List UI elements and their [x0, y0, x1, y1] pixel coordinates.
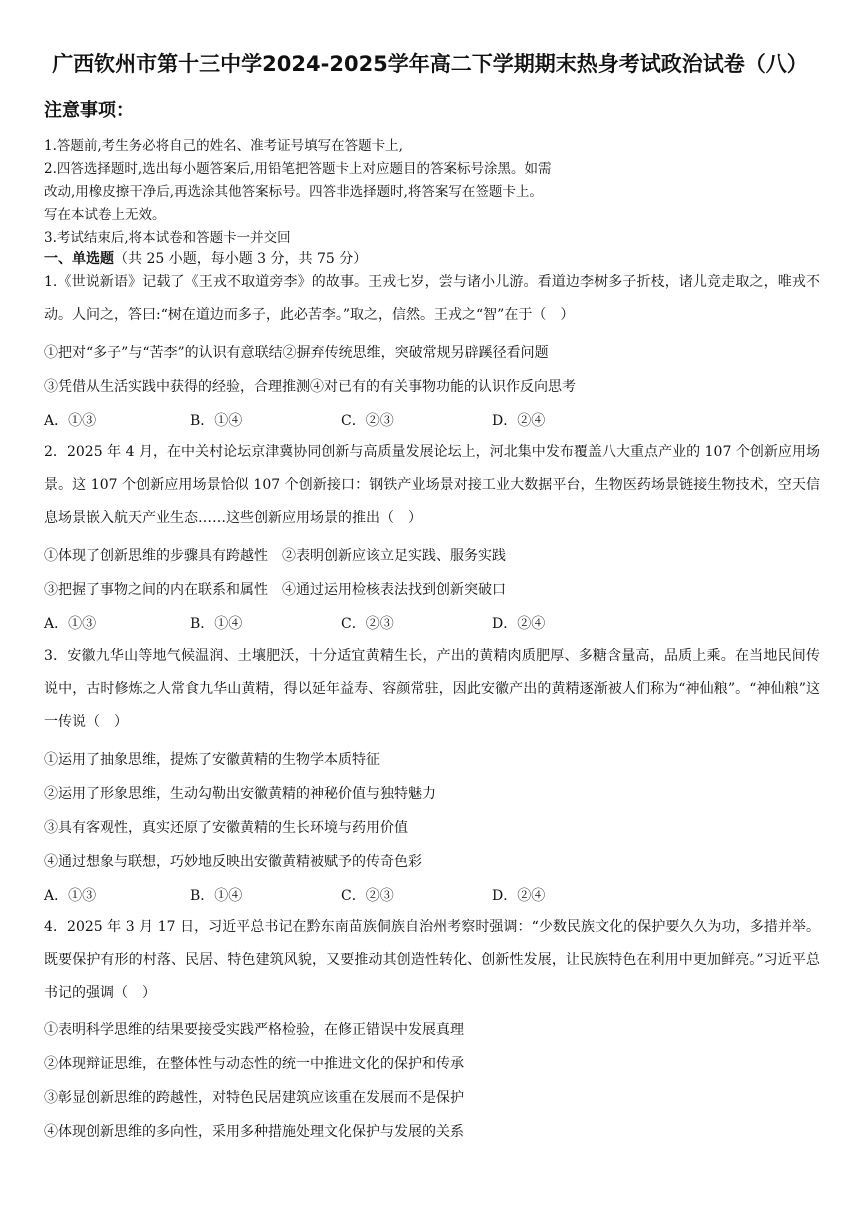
notice-line: 3.考试结束后,将本试卷和答题卡一并交回 — [44, 230, 291, 246]
answer-option: D．②④ — [492, 888, 546, 904]
notice-heading: 注意事项： — [44, 100, 134, 121]
question-statement: ①体现了创新思维的步骤具有跨越性 ②表明创新应该立足实践、服务实践 — [44, 548, 506, 564]
notice-line: 写在本试卷上无效。 — [44, 207, 166, 223]
question-statement: ③把握了事物之间的内在联系和属性 ④通过运用检核表法找到创新突破口 — [44, 582, 506, 598]
notice-line: 改动,用橡皮擦干净后,再选涂其他答案标号。四答非选择题时,将答案写在签题卡上。 — [44, 184, 543, 200]
answer-option: D．②④ — [492, 413, 546, 429]
answer-option: D．②④ — [492, 616, 546, 632]
question-statement: ③具有客观性，真实还原了安徽黄精的生长环境与药用价值 — [44, 820, 408, 836]
question-statement: ①把对“多子”与“苦李”的认识有意联结②摒弃传统思维，突破常规另辟蹊径看问题 — [44, 345, 549, 361]
question-statement: ④通过想象与联想，巧妙地反映出安徽黄精被赋予的传奇色彩 — [44, 854, 422, 870]
question-statement: ③彰显创新思维的跨越性，对特色民居建筑应该重在发展而不是保护 — [44, 1090, 464, 1106]
question-statement: ①运用了抽象思维，提炼了安徽黄精的生物学本质特征 — [44, 752, 380, 768]
answer-option: C．②③ — [341, 888, 394, 904]
notice-line: 1.答题前,考生务必将自己的姓名、准考证号填写在答题卡上, — [44, 138, 403, 154]
question-statement: ④体现创新思维的多向性，采用多种措施处理文化保护与发展的关系 — [44, 1124, 464, 1140]
section-heading — [44, 248, 367, 268]
answer-option: A．①③ — [44, 616, 97, 632]
answer-option: B．①④ — [190, 616, 243, 632]
question-stem: 1.《世说新语》记载了《王戎不取道旁李》的故事。王戎七岁，尝与诸小儿游。看道边李树多子折枝，诸儿竞走取之，唯戎不动。人问之，答曰:“树在道边而多子，此必苦李。”取之，信然。王戎之“智”在于（ ） — [44, 274, 820, 323]
answer-option: B．①④ — [190, 888, 243, 904]
question-stem: 2．2025 年 4 月，在中关村论坛京津冀协同创新与高质量发展论坛上，河北集中发布覆盖八大重点产业的 107 个创新应用场景。这 107 个创新应用场景恰似 107 个创新接口：钢铁产业场景对接工业大数据平台，生物医药场景链接生物技术，空天信息场景嵌入航天产业生态……这些创新应用场景的推出（ ） — [44, 444, 820, 526]
section-description: （共 25 小题，每小题 3 分，共 75 分） — [114, 251, 368, 267]
answer-option: C．②③ — [341, 616, 394, 632]
answer-option: B．①④ — [190, 413, 243, 429]
question-statement: ②运用了形象思维，生动勾勒出安徽黄精的神秘价值与独特魅力 — [44, 786, 436, 802]
question-stem: 3．安徽九华山等地气候温润、土壤肥沃，十分适宜黄精生长，产出的黄精肉质肥厚、多糖含量高，品质上乘。在当地民间传说中，古时修炼之人常食九华山黄精，得以延年益寿、容颜常驻，因此安徽产出的黄精逐渐被人们称为“神仙粮”。“神仙粮”这一传说（ ） — [44, 648, 820, 730]
answer-option: A．①③ — [44, 413, 97, 429]
section-label: 一、单选题 — [44, 251, 114, 267]
question-statement: ③凭借从生活实践中获得的经验，合理推测④对已有的有关事物功能的认识作反向思考 — [44, 379, 576, 395]
question-statement: ②体现辩证思维，在整体性与动态性的统一中推进文化的保护和传承 — [44, 1056, 464, 1072]
exam-title: 广西钦州市第十三中学2024-2025学年高二下学期期末热身考试政治试卷（八） — [52, 52, 808, 76]
question-stem: 4．2025 年 3 月 17 日，习近平总书记在黔东南苗族侗族自治州考察时强调：“少数民族文化的保护要久久为功，多措并举。既要保护有形的村落、民居、特色建筑风貌，又要推动其创造性转化、创新性发展，让民族特色在利用中更加鲜亮。”习近平总书记的强调（ ） — [44, 919, 820, 1001]
question-statement: ①表明科学思维的结果要接受实践严格检验，在修正错误中发展真理 — [44, 1022, 464, 1038]
answer-option: A．①③ — [44, 888, 97, 904]
notice-line: 2.四答选择题时,选出每小题答案后,用铅笔把答题卡上对应题目的答案标号涂黑。如需 — [44, 161, 552, 177]
answer-option: C．②③ — [341, 413, 394, 429]
